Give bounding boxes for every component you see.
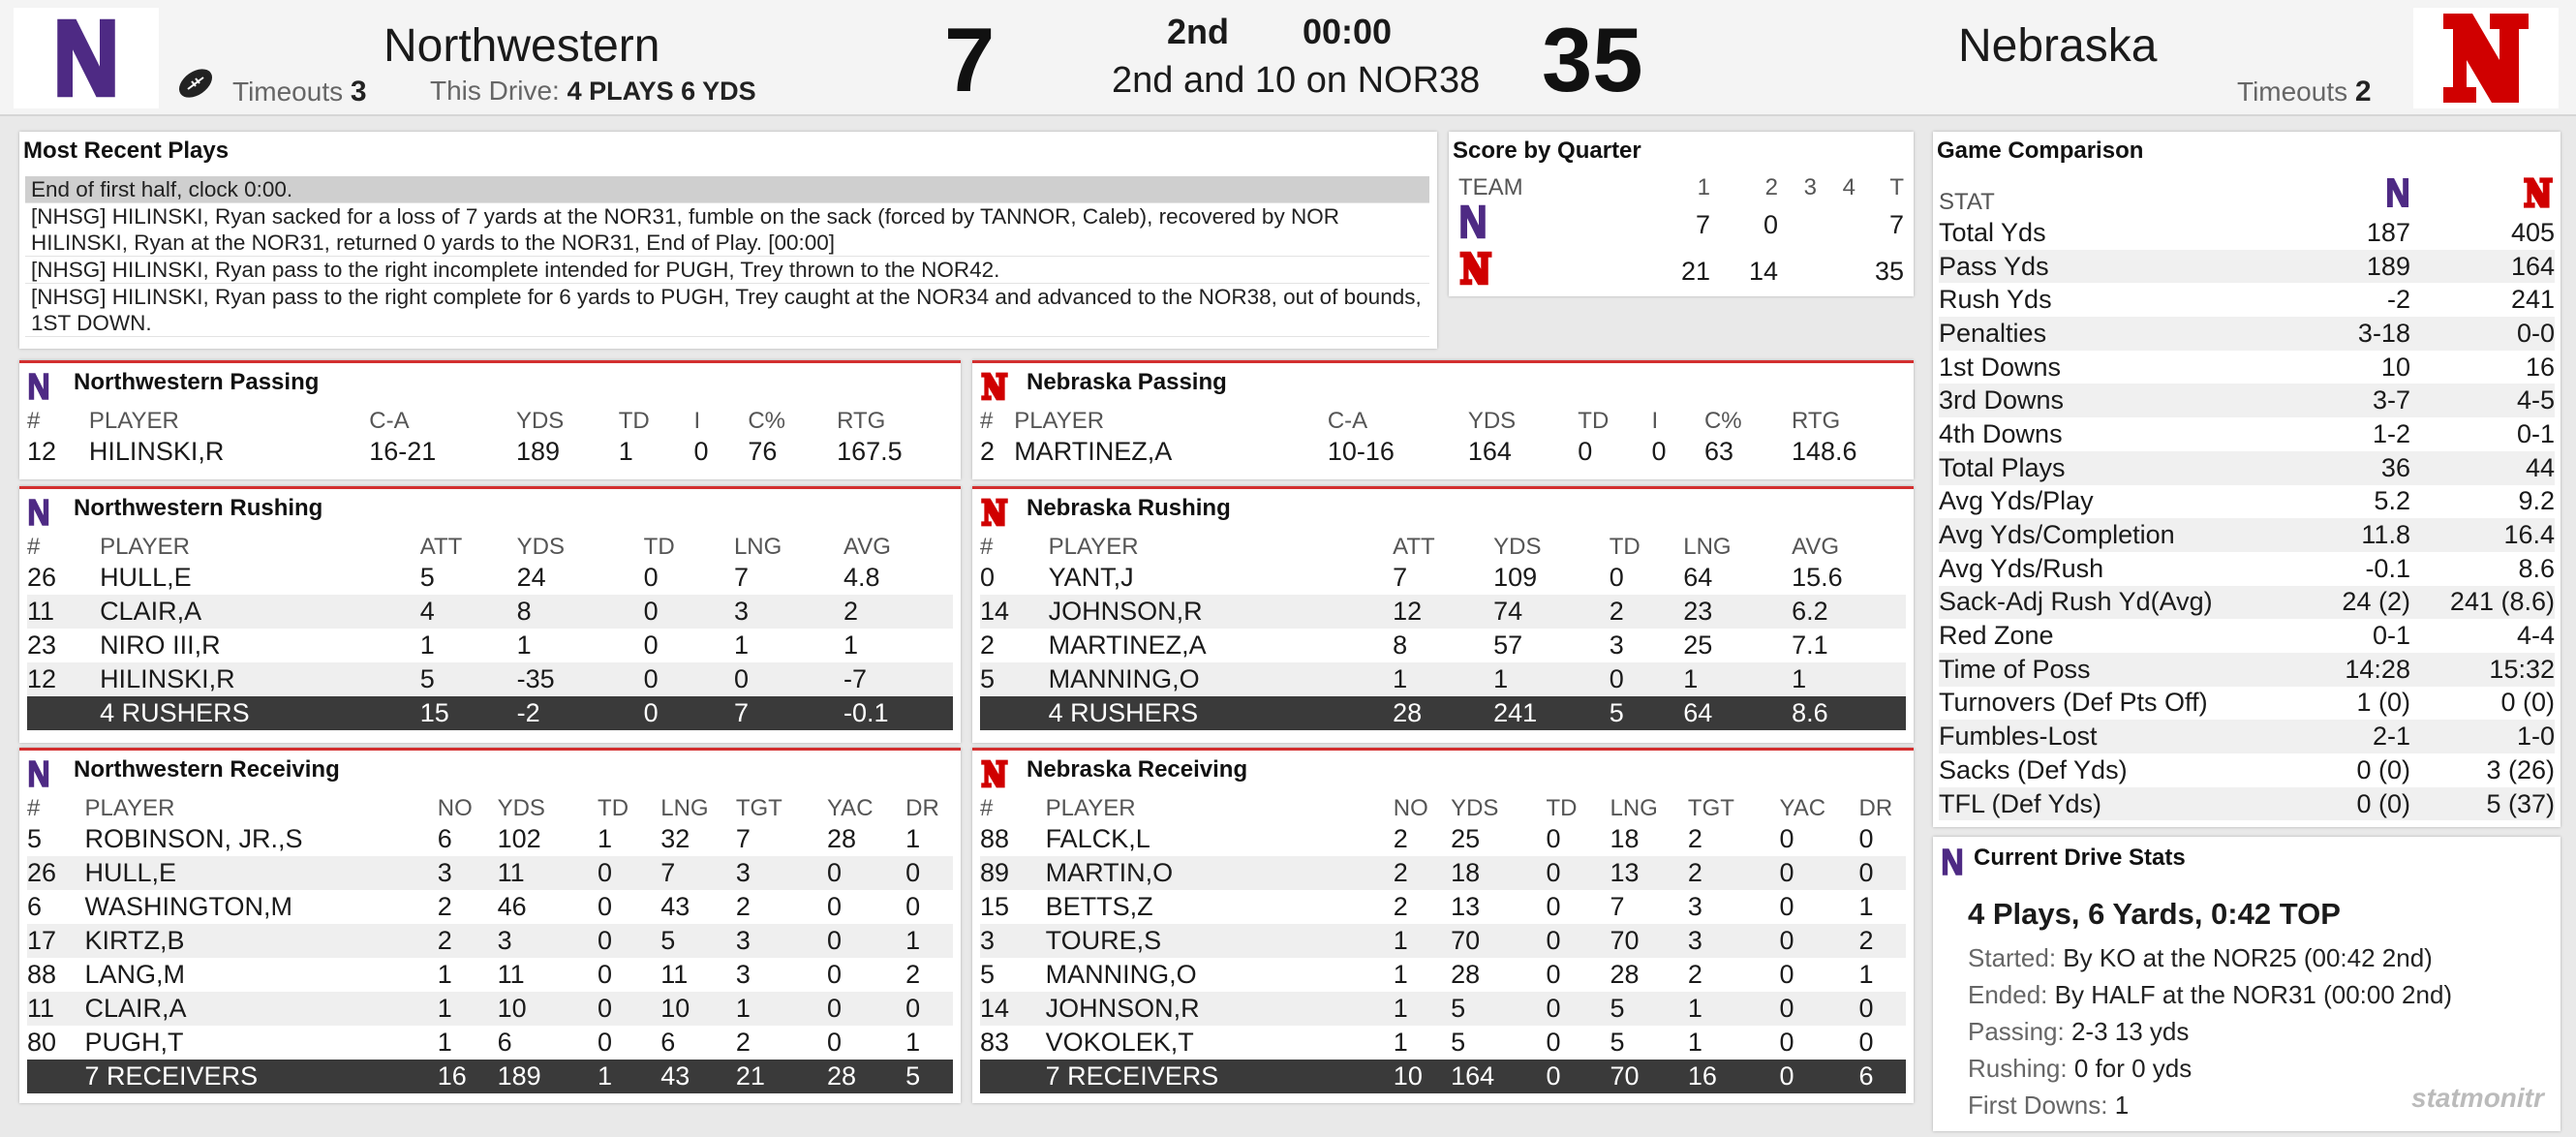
game-comparison-title: Game Comparison bbox=[1937, 138, 2144, 164]
panel-title: Northwestern Receiving bbox=[74, 756, 340, 783]
northwestern-logo bbox=[14, 8, 159, 108]
comparison-row: Total Yds 187 405 bbox=[1939, 217, 2555, 247]
table-row: 2 MARTINEZ,A 10-16 164 0 0 63 148.6 bbox=[980, 437, 1857, 466]
score-by-quarter-title: Score by Quarter bbox=[1453, 138, 1641, 164]
current-drive-panel bbox=[1933, 837, 2561, 1131]
football-possession-icon bbox=[174, 64, 217, 103]
table-row: 80 PUGH,T 1 6 0 6 2 0 1 bbox=[27, 1028, 921, 1057]
table-row: 5 ROBINSON, JR.,S 6 102 1 32 7 28 1 bbox=[27, 824, 921, 853]
ne-receiving-panel bbox=[972, 748, 1914, 1103]
comparison-row: TFL (Def Yds) 0 (0) 5 (37) bbox=[1939, 787, 2555, 821]
comparison-row: Total Plays 36 44 bbox=[1939, 451, 2555, 485]
table-row: 26 HULL,E 3 11 0 7 3 0 0 bbox=[27, 856, 953, 890]
table-row: 11 CLAIR,A 1 10 0 10 1 0 0 bbox=[27, 992, 953, 1026]
northwestern-logo-icon bbox=[2385, 176, 2410, 209]
table-total-row: 7 RECEIVERS 16 189 1 43 21 28 5 bbox=[27, 1060, 953, 1093]
comparison-row: Fumbles-Lost 2-1 1-0 bbox=[1939, 720, 2555, 753]
nebraska-logo-icon bbox=[2522, 176, 2555, 209]
northwestern-logo-icon bbox=[1941, 846, 1964, 877]
ne-rushing-panel bbox=[972, 486, 1914, 743]
table-header-row: # PLAYER ATT YDS TD LNG AVG bbox=[27, 534, 891, 560]
table-row: 15 BETTS,Z 2 13 0 7 3 0 1 bbox=[980, 892, 1874, 921]
comparison-row: Rush Yds -2 241 bbox=[1939, 285, 2555, 315]
panel-title: Northwestern Rushing bbox=[74, 495, 323, 521]
table-total-row: 7 RECEIVERS 10 164 0 70 16 0 6 bbox=[980, 1060, 1906, 1093]
comparison-row: Red Zone 0-1 4-4 bbox=[1939, 621, 2555, 651]
recent-plays-panel bbox=[19, 132, 1437, 349]
drive-rushing: Rushing: 0 for 0 yds bbox=[1968, 1054, 2193, 1083]
home-team-name: Northwestern bbox=[383, 20, 660, 72]
table-row: 88 FALCK,L 2 25 0 18 2 0 0 bbox=[980, 824, 1874, 853]
nw-passing-panel bbox=[19, 360, 961, 479]
comparison-body bbox=[1939, 216, 2555, 820]
table-row: 89 MARTIN,O 2 18 0 13 2 0 0 bbox=[980, 856, 1906, 890]
down-and-distance: 2nd and 10 on NOR38 bbox=[1112, 60, 1481, 101]
table-total-row: 4 RUSHERS 28 241 5 64 8.6 bbox=[980, 696, 1906, 730]
table-row: 88 LANG,M 1 11 0 11 3 0 2 bbox=[27, 960, 921, 989]
table-row: 23 NIRO III,R 1 1 0 1 1 bbox=[27, 630, 858, 660]
nw-receiving-panel bbox=[19, 748, 961, 1103]
drive-ended: Ended: By HALF at the NOR31 (00:00 2nd) bbox=[1968, 980, 2453, 1009]
comparison-row: 1st Downs 10 16 bbox=[1939, 352, 2555, 382]
game-comparison-table bbox=[1939, 176, 2555, 820]
table-row: 14 JOHNSON,R 1 5 0 5 1 0 0 bbox=[980, 992, 1906, 1026]
scoreboard-header bbox=[0, 0, 2576, 116]
ne-passing-table bbox=[980, 408, 1906, 469]
northwestern-logo-icon bbox=[27, 758, 50, 789]
comparison-row: Avg Yds/Rush -0.1 8.6 bbox=[1939, 553, 2555, 583]
score-by-quarter-table bbox=[1458, 174, 1904, 294]
play-item: [NHSG] HILINSKI, Ryan pass to the right incomplete intended for PUGH, Trey thrown to the NOR42. bbox=[25, 257, 1429, 284]
game-clock: 00:00 bbox=[1303, 12, 1393, 51]
nw-rushing-table bbox=[27, 534, 953, 730]
home-score: 7 bbox=[944, 9, 996, 110]
table-header-row: # PLAYER NO YDS TD LNG TGT YAC DR bbox=[980, 795, 1893, 821]
play-item: [NHSG] HILINSKI, Ryan pass to the right complete for 6 yards to PUGH, Trey caught at the NOR34 and advanced to the NOR38, out of bounds, 1ST DOWN. bbox=[25, 284, 1429, 337]
statmonitr-watermark: statmonitr bbox=[2411, 1083, 2544, 1113]
table-row: 12 HILINSKI,R 5 -35 0 0 -7 bbox=[27, 662, 953, 696]
table-row: 5 MANNING,O 1 1 0 1 1 bbox=[980, 662, 1906, 696]
nebraska-logo-icon bbox=[980, 758, 1009, 789]
play-item: End of first half, clock 0:00. bbox=[25, 176, 1429, 203]
ne-receiving-table bbox=[980, 795, 1906, 1093]
ne-rushing-table bbox=[980, 534, 1906, 730]
comparison-row: Sack-Adj Rush Yd(Avg) 24 (2) 241 (8.6) bbox=[1939, 586, 2555, 620]
panel-title: Nebraska Passing bbox=[1027, 369, 1227, 395]
drive-passing: Passing: 2-3 13 yds bbox=[1968, 1017, 2190, 1046]
northwestern-logo-icon bbox=[1458, 203, 1487, 240]
recent-plays-title: Most Recent Plays bbox=[23, 138, 230, 164]
comparison-header-row: STAT bbox=[1939, 176, 2555, 216]
comparison-row: Sacks (Def Yds) 0 (0) 3 (26) bbox=[1939, 754, 2555, 784]
drive-summary: 4 Plays, 6 Yards, 0:42 TOP bbox=[1968, 897, 2341, 931]
northwestern-logo-icon bbox=[27, 497, 50, 528]
table-row: 6 WASHINGTON,M 2 46 0 43 2 0 0 bbox=[27, 892, 921, 921]
table-total-row: 4 RUSHERS 15 -2 0 7 -0.1 bbox=[27, 696, 953, 730]
table-row: 5 MANNING,O 1 28 0 28 2 0 1 bbox=[980, 960, 1874, 989]
panel-title: Northwestern Passing bbox=[74, 369, 320, 395]
panel-title: Nebraska Rushing bbox=[1027, 495, 1231, 521]
table-row: 17 KIRTZ,B 2 3 0 5 3 0 1 bbox=[27, 924, 953, 958]
table-row: 12 HILINSKI,R 16-21 189 1 0 76 167.5 bbox=[27, 437, 903, 466]
nebraska-logo bbox=[2413, 8, 2559, 108]
table-row: 0 YANT,J 7 109 0 64 15.6 bbox=[980, 563, 1843, 592]
table-row: 26 HULL,E 5 24 0 7 4.8 bbox=[27, 563, 880, 592]
home-drive-summary: This Drive: 4 PLAYS 6 YDS bbox=[430, 76, 756, 106]
table-header-row: # PLAYER C-A YDS TD I C% RTG bbox=[27, 408, 886, 434]
table-row: 2 MARTINEZ,A 8 57 3 25 7.1 bbox=[980, 630, 1828, 660]
table-row: 3 TOURE,S 1 70 0 70 3 0 2 bbox=[980, 924, 1906, 958]
table-header-row: # PLAYER C-A YDS TD I C% RTG bbox=[980, 408, 1841, 434]
home-timeouts: Timeouts 3 bbox=[232, 76, 367, 108]
play-item: [NHSG] HILINSKI, Ryan sacked for a loss of 7 yards at the NOR31, fumble on the sack (forced by TANNOR, Caleb), recovered by NOR HILINSKI, Ryan at the NOR31, returned 0 yards to the NOR31, End of Play. [00:00] bbox=[25, 203, 1429, 257]
nebraska-logo-icon bbox=[1458, 250, 1493, 287]
nw-rushing-panel bbox=[19, 486, 961, 743]
comparison-row: Turnovers (Def Pts Off) 1 (0) 0 (0) bbox=[1939, 688, 2555, 718]
comparison-row: Pass Yds 189 164 bbox=[1939, 250, 2555, 284]
recent-plays-list bbox=[25, 176, 1429, 337]
table-row: 14 JOHNSON,R 12 74 2 23 6.2 bbox=[980, 595, 1906, 629]
away-team-name: Nebraska bbox=[1958, 20, 2158, 72]
ne-passing-panel bbox=[972, 360, 1914, 479]
current-drive-title: Current Drive Stats bbox=[1974, 845, 2186, 871]
table-row: 11 CLAIR,A 4 8 0 3 2 bbox=[27, 595, 953, 629]
comparison-row: 3rd Downs 3-7 4-5 bbox=[1939, 384, 2555, 417]
panel-title: Nebraska Receiving bbox=[1027, 756, 1248, 783]
away-score: 35 bbox=[1542, 9, 1643, 110]
quarter-header-row: TEAM 1 2 3 4 T bbox=[1458, 174, 1904, 200]
comparison-row: Penalties 3-18 0-0 bbox=[1939, 317, 2555, 351]
score-by-quarter-panel bbox=[1449, 132, 1914, 296]
drive-started: Started: By KO at the NOR25 (00:42 2nd) bbox=[1968, 943, 2433, 972]
quarter-row-nebraska: 21 14 35 bbox=[1458, 248, 1904, 294]
comparison-row: 4th Downs 1-2 0-1 bbox=[1939, 418, 2555, 448]
comparison-row: Avg Yds/Play 5.2 9.2 bbox=[1939, 486, 2555, 516]
quarter-row-northwestern: 7 0 7 bbox=[1458, 201, 1904, 248]
table-header-row: # PLAYER NO YDS TD LNG TGT YAC DR bbox=[27, 795, 939, 821]
table-header-row: # PLAYER ATT YDS TD LNG AVG bbox=[980, 534, 1840, 560]
nw-passing-table bbox=[27, 408, 953, 469]
nebraska-logo-icon bbox=[980, 497, 1009, 528]
northwestern-logo-icon bbox=[27, 371, 50, 402]
nw-receiving-table bbox=[27, 795, 953, 1093]
nebraska-logo-icon bbox=[980, 371, 1009, 402]
game-comparison-panel bbox=[1933, 132, 2561, 827]
away-timeouts: Timeouts 2 bbox=[2237, 76, 2372, 108]
comparison-row: Time of Poss 14:28 15:32 bbox=[1939, 653, 2555, 687]
drive-first-downs: First Downs: 1 bbox=[1968, 1091, 2130, 1120]
comparison-row: Avg Yds/Completion 11.8 16.4 bbox=[1939, 518, 2555, 552]
game-period: 2nd bbox=[1167, 12, 1230, 51]
table-row: 83 VOKOLEK,T 1 5 0 5 1 0 0 bbox=[980, 1028, 1874, 1057]
